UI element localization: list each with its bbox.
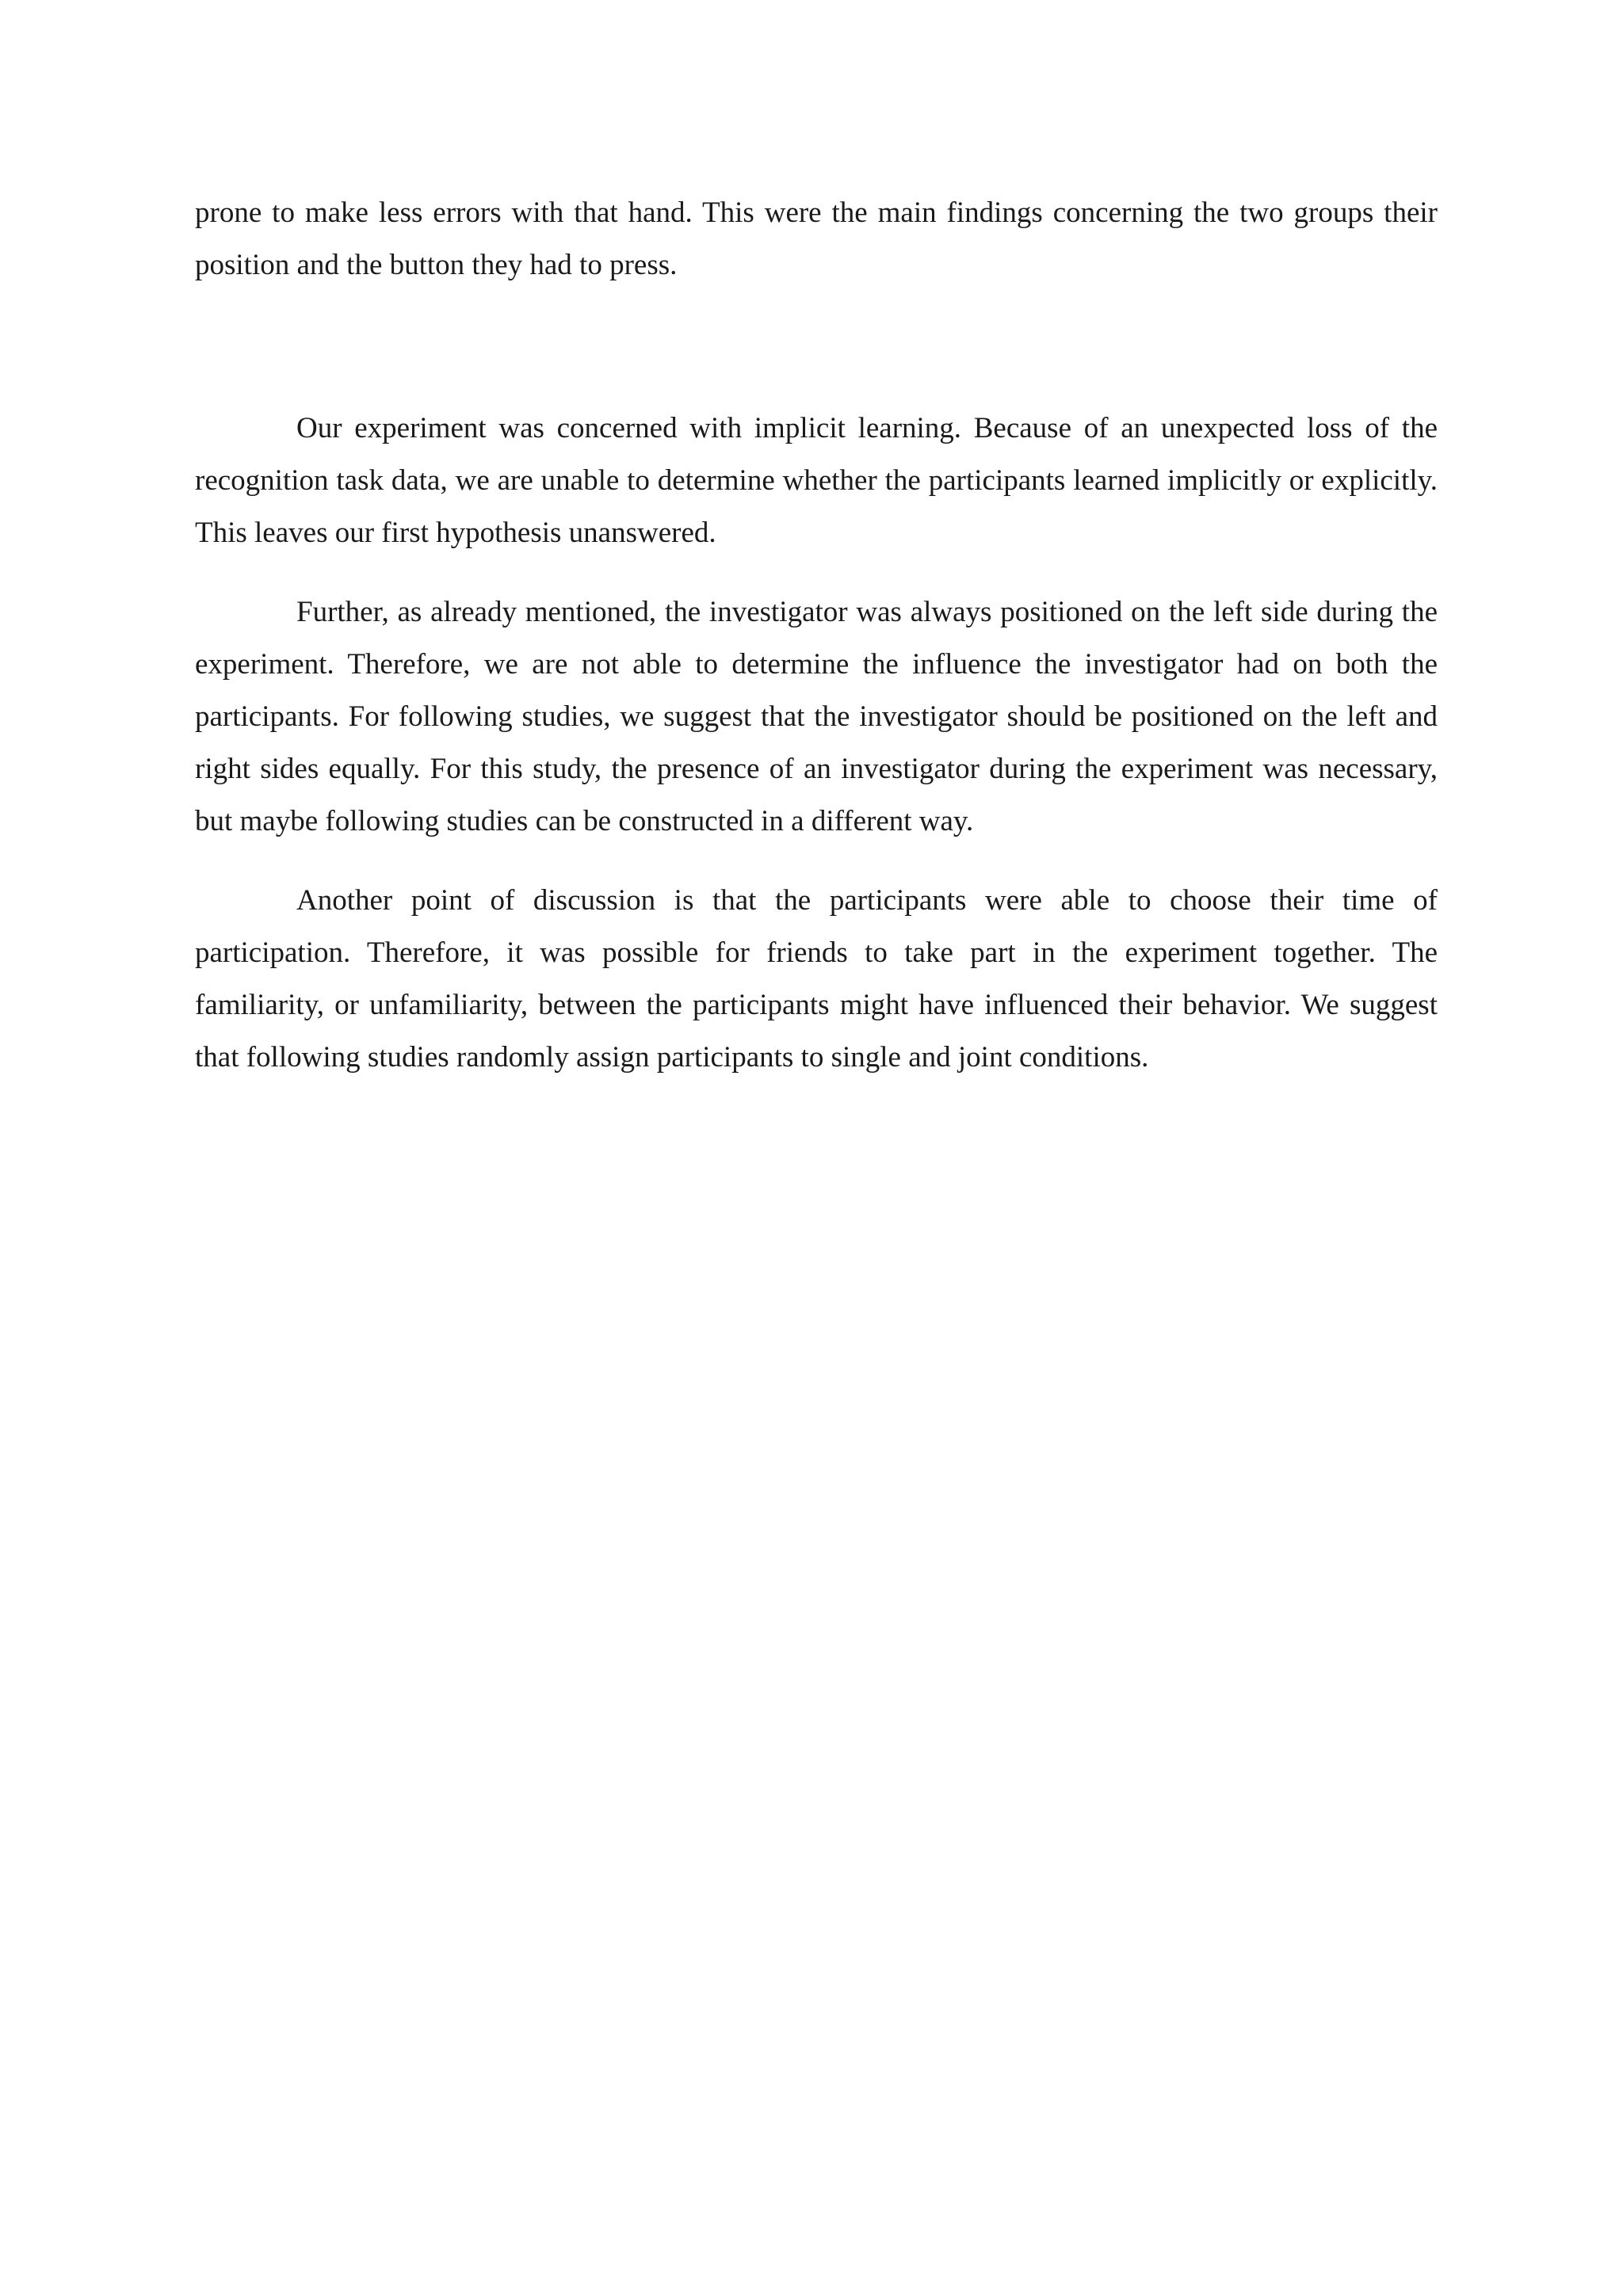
paragraph-implicit-learning: Our experiment was concerned with implicit learning. Because of an unexpected loss of the recognition task data, we are unable to determine whether the participants learned implicitly or explicitly. This leaves our first hypothesis unanswered. — [195, 412, 1438, 549]
paragraph-continuation: prone to make less errors with that hand. This were the main findings concerning the two groups their position and the button they had to press. — [195, 196, 1438, 281]
paragraph-investigator-position: Further, as already mentioned, the investigator was always positioned on the left side during the experiment. Therefore, we are not able to determine the influence the investigator had on both the participants. For following studies, we suggest that the investigator should be positioned on the left and right sides equally. For this study, the presence of an investigator during the experiment was necessary, but maybe following studies can be constructed in a different way. — [195, 596, 1438, 837]
document-body — [195, 187, 1438, 1084]
paragraph-participation-time: Another point of discussion is that the participants were able to choose their time of participation. Therefore, it was possible for friends to take part in the experiment together. The familiarity, or unfamiliarity, between the participants might have influenced their behavior. We suggest that following studies randomly assign participants to single and joint conditions. — [195, 884, 1438, 1074]
